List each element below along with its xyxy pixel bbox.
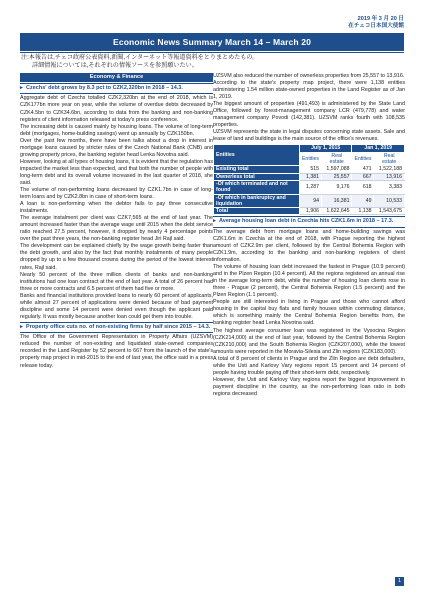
headline-text: Czechs' debt grows by 8.3 pct to CZK2,320bn in 2018 – 14.3. xyxy=(26,85,183,91)
table-cell: 16,381 xyxy=(321,194,351,208)
paragraph: The Office of the Government Representation in Property Affairs (UZSVM) reduced the number of non-existing and liquidated state-owned companies recorded in the Land Register by 52 percent to 667 from the launch of the state's property map project in mid-2015 to the end of last year, the office said in a press release today. xyxy=(20,334,213,369)
table-header-row xyxy=(214,145,405,152)
table-cell: 618 xyxy=(352,180,374,194)
title-divider xyxy=(20,52,404,53)
headline-bullet-icon: ▸ xyxy=(20,323,23,330)
table-subheader-cell: Real estate xyxy=(374,152,405,166)
paragraph: A loan is non-performing when the debtor fails to pay three consecutive instalments. xyxy=(20,201,213,215)
paragraph: The volume of housing loan debt increased the fastest in Prague (10.9 percent) and in the Plzen Region (10.4 percent). All the regions registered an annual rise in the average long-term debt, while the number of housing loan clients rose in three - Prague (2 percent), the Central Bohemia Region (1.5 percent) and the Plzen Region (1.1 percent). xyxy=(213,264,405,299)
paragraph: UZSVM represents the state in legal disputes concerning state assets. Sale and lease of land and buildings is the main source of the office's revenues. xyxy=(213,129,405,143)
article-headline-housing-loan xyxy=(213,216,405,227)
table-cell: 1,287 xyxy=(299,180,321,194)
document-header-meta xyxy=(348,16,404,30)
table-cell: 3,383 xyxy=(374,180,405,194)
table-cell: 10,533 xyxy=(374,194,405,208)
paragraph: Banks and financial institutions provided loans to nearly 60 percent of applicants, while almost 27 percent of applications were denied because of bad payment discipline and some 14 percent were denied even though the applicant paid regularly. It was mostly because another loan could get them into trouble. xyxy=(20,292,213,320)
table-cell: 1,597,088 xyxy=(321,166,351,173)
table-cell: 1,138 xyxy=(352,208,374,215)
table-row-label: -Of which terminated and not found xyxy=(214,180,300,194)
left-column xyxy=(20,73,213,370)
table-cell: 1,543,675 xyxy=(374,208,405,215)
paragraph: However, the Usti and Karlovy Vary regions report the biggest improvement in payment discipline in the country, as the non-performing loan ratio in both regions decreased xyxy=(213,376,405,397)
headline-text: Average housing loan debt in Czechia hits CZK1.6m in 2018 – 17.3. xyxy=(219,218,394,225)
table-cell: 13,916 xyxy=(374,173,405,180)
table-cell: 471 xyxy=(352,166,374,173)
paragraph: The volume of non-performing loans decreased by CZK1.7bn in case of long-term loans and by CZK2.8bn in case of short-term loans. xyxy=(20,187,213,201)
paragraph: UZSVM also reduced the number of ownerless properties from 25,557 to 13,916. xyxy=(213,73,405,79)
section-header-economy-finance: Economy & Finance xyxy=(20,73,213,82)
paragraph: Over the past few months, there have been talks about a drop in interest in mortgage loans caused by stricter rules of the Czech National Bank (CNB) and growing property prices, the banking register head Lenka Novotna said. xyxy=(20,137,213,158)
table-cell: 1,522,188 xyxy=(374,166,405,173)
table-row xyxy=(214,173,405,180)
disclaimer-line-1: 注:本報告は,チェコ政府公表資料,新聞,インターネット等報道資料をとりまとめたもの。 xyxy=(21,54,259,61)
headline-bullet-icon: ▸ xyxy=(20,85,23,91)
paragraph: The biggest amount of properties (491,493) is administered by the State Land Office, followed by forest-management company LCR (479,778) and water management company Povodi (142,381). UZSVM ranks fourth with 108,535 properties. xyxy=(213,101,405,129)
disclaimer-line-2: 詳細情報については,それぞれの情報ソースを参照願いたい。 xyxy=(32,62,198,69)
headline-text: Property office cuts no. of non-existing firms by half since 2015 – 14.3. xyxy=(26,323,211,330)
table-cell: 515 xyxy=(299,166,321,173)
table-cell: 1,622,645 xyxy=(321,208,351,215)
page-number: 1 xyxy=(395,577,404,586)
table-row xyxy=(214,180,405,194)
table-row xyxy=(214,208,405,215)
article-headline-czech-debt xyxy=(20,83,213,94)
table-cell: 94 xyxy=(299,194,321,208)
table-header-cell: July 1, 2015 xyxy=(299,145,352,152)
table-row-label: -Of which in bankruptcy and liquidation xyxy=(214,194,300,208)
paragraph: The increasing debt is caused mainly by housing loans. The volume of long-term debt (mortgages, home-building savings) went up annually by CZK150bn. xyxy=(20,123,213,137)
paragraph: However, looking at all types of housing loans, it is evident that the regulation has impacted the market less than expected, and that both the number of people with long-term debt and its overall volume increased in the last quarter of 2018, she said. xyxy=(20,158,213,186)
table-subheader-cell: Entities xyxy=(299,152,321,166)
paragraph: A total of 8 percent of clients in Prague and the Zlin Region are debt defaulters, while the Usti and Karlovy Vary regions report 15 percent and 14 percent of people having trouble paying off their short-term debt, respectively. xyxy=(213,355,405,376)
table-cell: 49 xyxy=(352,194,374,208)
table-header-cell: Entities xyxy=(214,145,300,166)
table-row xyxy=(214,166,405,173)
table-subheader-cell: Real estate xyxy=(321,152,351,166)
table-header-cell: Jan 1, 2019 xyxy=(352,145,405,152)
paragraph: People are still interested in living in Prague and those who cannot afford housing in the capital buy flats and family houses within commuting distance, which is something mainly the Central Bohemia Region benefits from, the banking register head Lenka Novotna said. xyxy=(213,299,405,327)
table-row-label: Existing total xyxy=(214,166,300,173)
right-column xyxy=(213,73,405,398)
table-row-label: Total xyxy=(214,208,300,215)
table-cell: 1,906 xyxy=(299,208,321,215)
table-subheader-cell: Entities xyxy=(352,152,374,166)
document-date: 2019 年 3 月 20 日 xyxy=(357,16,404,22)
table-cell: 1,381 xyxy=(299,173,321,180)
paragraph: The highest average consumer loan was registered in the Vysocina Region (CZK214,000) at the end of last year, followed by the Central Bohemia Region (CZK210,000) and the South Bohemia Region (CZK207,000), while the lowest amounts were reported in the Moravia-Silesia and Zlin regions (CZK183,000). xyxy=(213,327,405,355)
paragraph: Nearly 50 percent of the three million clients of banks and non-banking institutions had one loan contract at the end of last year. A total of 26 percent had three or more contracts and 6.5 percent of them had five or more. xyxy=(20,271,213,292)
table-cell: 667 xyxy=(352,173,374,180)
article-headline-property-office xyxy=(20,322,213,333)
property-entities-table xyxy=(213,144,405,215)
paragraph: The development can be explained chiefly by the wage growth being faster than the debt growth, and also by the fact that monthly instalments of many people dropped by up to a few thousand crowns during the period of the lowest interest rates, Rajl said. xyxy=(20,243,213,271)
paragraph: The average debt from mortgage loans and home-building savings was CZK1.6m in Czechia at the end of 2018, with Prague reporting the highest amount of CZK2.9m per client, followed by the Central Bohemia Region with CZK1.9m, according to the banking and non-banking registers of client information. xyxy=(213,228,405,264)
table-cell: 9,176 xyxy=(321,180,351,194)
headline-bullet-icon: ▸ xyxy=(213,218,216,225)
document-title: Economic News Summary March 14 – March 20 xyxy=(112,37,312,47)
paragraph: The average instalment per client was CZK7,565 at the end of last year. The amount increased faster than the average wage until 2015 when the debt service ratio reached 27.5 percent, however, it dropped by nearly 4 percentage points over the past three years, the non-banking register head Jiri Rajl said. xyxy=(20,215,213,243)
table-row xyxy=(214,194,405,208)
disclaimer-note xyxy=(21,54,404,70)
document-title-banner xyxy=(20,33,404,51)
table-cell: 25,557 xyxy=(321,173,351,180)
paragraph: Aggregate debt of Czechs totalled CZK2,320bn at the end of 2018, which is CZK177bn more year on year, while the volume of overdue debts decreased by CZK4.5bn to CZK34.6bn, according to data from the banking and non-banking registers of client information released at today's press conference. xyxy=(20,95,213,123)
document-organization: 在チェコ日本国大使館 xyxy=(348,23,404,29)
paragraph: According to the state's property map project, there were 1,138 entities administering 1.54 million state-owned properties in the Land Register as of Jan 1, 2019. xyxy=(213,80,405,101)
table-row-label: Ownerless total xyxy=(214,173,300,180)
